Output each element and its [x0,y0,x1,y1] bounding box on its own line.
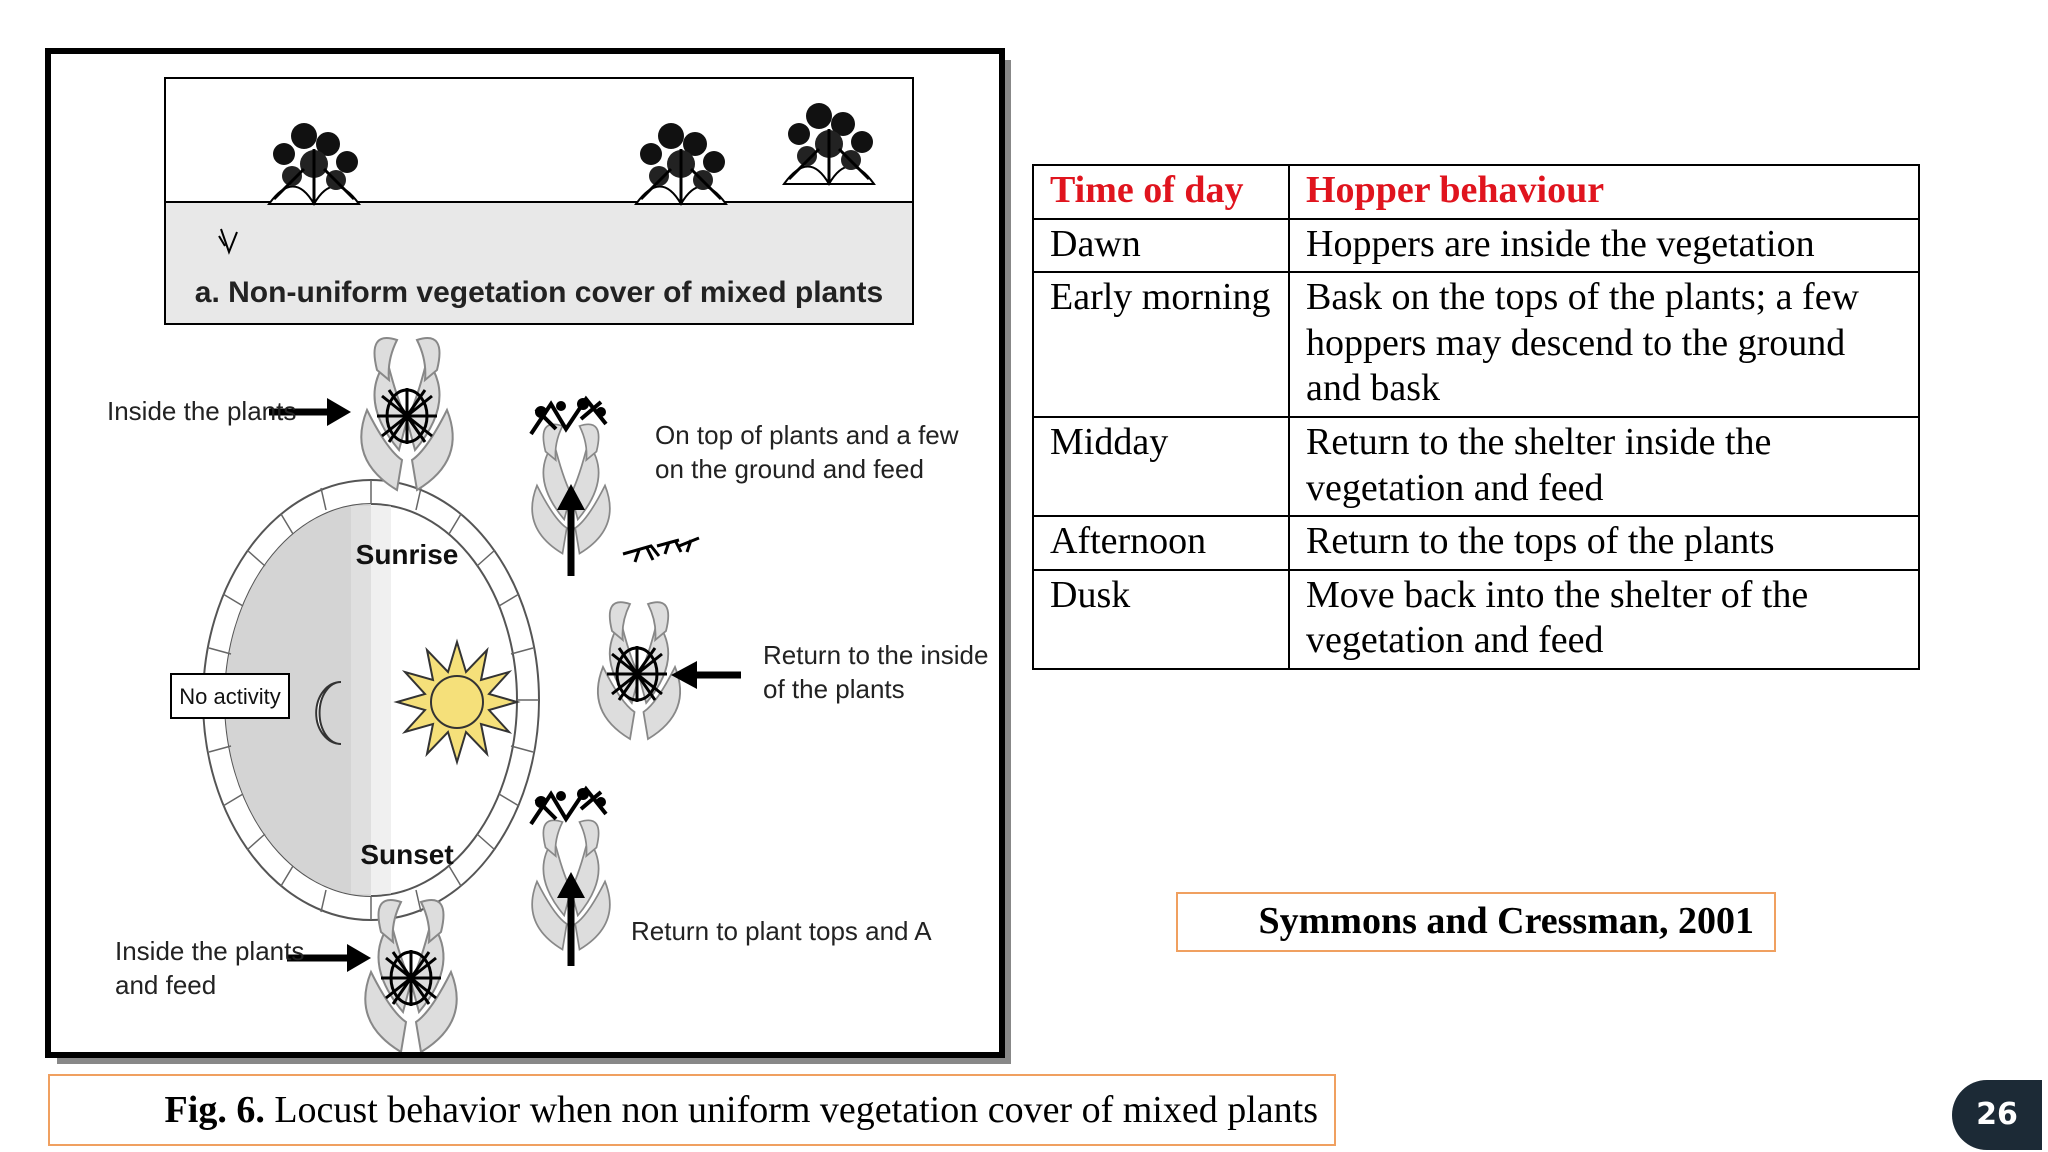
time-cell: Dawn [1033,219,1289,273]
on-top-label: On top of plants and a few [655,420,959,450]
table-header-row [1033,165,1919,219]
behaviour-cell: Hoppers are inside the vegetation [1289,219,1919,273]
behaviour-cell: Move back into the shelter of the vegetation and feed [1289,570,1919,669]
time-cell: Dusk [1033,570,1289,669]
plant-icon [361,338,452,490]
panel-a [165,78,913,324]
time-cell: Early morning [1033,272,1289,417]
table-row [1033,417,1919,516]
sunrise-label: Sunrise [355,539,459,570]
column-header-time: Time of day [1033,165,1289,219]
on-top-label-2: on the ground and feed [655,454,924,484]
citation: Symmons and Cressman, 2001 [1176,892,1776,952]
inside-plants-label: Inside the plants [107,396,297,426]
time-cell: Afternoon [1033,516,1289,570]
behaviour-cell: Return to the tops of the plants [1289,516,1919,570]
inside-feed-label-2: and feed [115,970,217,1000]
table-row [1033,516,1919,570]
behaviour-table [1032,164,1920,670]
hopper-icon [623,538,699,562]
table-row [1033,272,1919,417]
plant-icon [598,602,680,739]
inside-feed-label: Inside the plants [115,936,305,966]
figure-caption [48,1074,1336,1146]
caption-text: Locust behavior when non uniform vegetation cover of mixed plants [264,1089,1318,1131]
return-inside-label: Return to the inside [763,640,989,670]
arrow-icon [671,661,741,689]
panel-title: a. Non-uniform vegetation cover of mixed plants [194,276,884,309]
time-cell: Midday [1033,417,1289,516]
slide-number-badge: 26 [1952,1080,2042,1150]
table-row [1033,219,1919,273]
behaviour-cell: Bask on the tops of the plants; a few hoppers may descend to the ground and bask [1289,272,1919,417]
behaviour-cell: Return to the shelter inside the vegetation and feed [1289,417,1919,516]
locust-diagram [51,54,999,1052]
figure-frame [45,48,1005,1058]
return-tops-label: Return to plant tops and A [631,916,932,946]
no-activity-label: No activity [179,684,281,709]
sunset-label: Sunset [360,839,454,870]
caption-label: Fig. 6. [164,1089,265,1131]
plant-icon [365,900,456,1052]
column-header-behaviour: Hopper behaviour [1289,165,1919,219]
return-inside-label-2: of the plants [763,674,905,704]
table-row [1033,570,1919,669]
